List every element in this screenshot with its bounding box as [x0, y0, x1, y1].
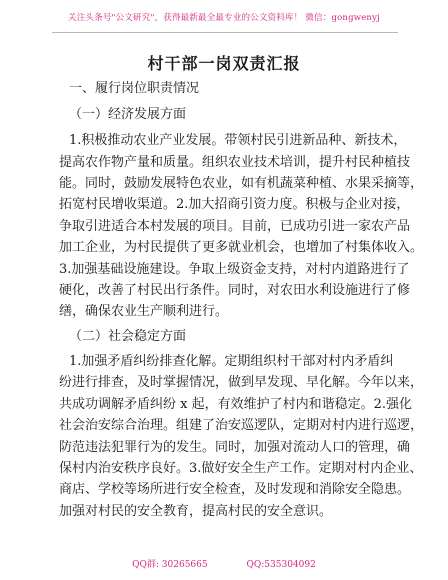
- paragraph-line: 加强对村民的安全教育，提高村民的安全意识。: [59, 504, 333, 519]
- subsection-heading: （一）经济发展方面: [69, 107, 187, 122]
- section-heading: 一、履行岗位职责情况: [69, 81, 200, 96]
- footer-qq: QQ:535304092: [246, 560, 316, 570]
- paragraph-line: 能。同时，鼓励发展特色农业，如有机蔬菜种植、水果采摘等，: [59, 176, 424, 191]
- paragraph-line: 加工企业，为村民提供了更多就业机会，也增加了村集体收入。: [59, 240, 424, 255]
- paragraph-line: 1.加强矛盾纠纷排查化解。定期组织村干部对村内矛盾纠: [69, 354, 394, 369]
- header-note: 关注头条号"公文研究"，获得最新最全最专业的公文资料库！ 微信：gongwenyj: [68, 13, 380, 23]
- paragraph-line: 保村内治安秩序良好。3.做好安全生产工作。定期对村内企业、: [59, 461, 423, 476]
- paragraph-line: 社会治安综合治理。组建了治安巡逻队，定期对村内进行巡逻，: [59, 418, 424, 433]
- paragraph-line: 商店、学校等场所进行安全检查，及时发现和消除安全隐患。: [59, 482, 411, 497]
- paragraph-line: 纷进行排查，及时掌握情况，做到早发现、早化解。今年以来，: [59, 375, 424, 390]
- paragraph-line: 3.加强基础设施建设。争取上级资金支持，对村内道路进行了: [59, 262, 410, 277]
- footer-contact: [0, 557, 448, 570]
- subsection-heading: （二）社会稳定方面: [69, 329, 187, 344]
- paragraph-line: 共成功调解矛盾纠纷 x 起，有效维护了村内和谐稳定。2.强化: [59, 397, 412, 412]
- paragraph-line: 争取引进适合本村发展的项目。目前，已成功引进一家农产品: [59, 219, 411, 234]
- document-title: 村干部一岗双责汇报: [147, 54, 301, 73]
- paragraph-line: 1.积极推动农业产业发展。带领村民引进新品种、新技术，: [69, 133, 407, 148]
- paragraph-line: 提高农作物产量和质量。组织农业技术培训，提升村民种植技: [59, 155, 411, 170]
- paragraph-line: 拓宽村民增收渠道。2.加大招商引资力度。积极与企业对接，: [59, 197, 410, 212]
- paragraph-line: 缮，确保农业生产顺利进行。: [59, 304, 229, 319]
- paragraph-line: 硬化，改善了村民出行条件。同时，对农田水利设施进行了修: [59, 283, 411, 298]
- footer-qq-group: QQ群: 30265665: [132, 560, 208, 570]
- paragraph-line: 防范违法犯罪行为的发生。同时，加强对流动人口的管理，确: [59, 440, 411, 455]
- header-divider: [52, 32, 398, 33]
